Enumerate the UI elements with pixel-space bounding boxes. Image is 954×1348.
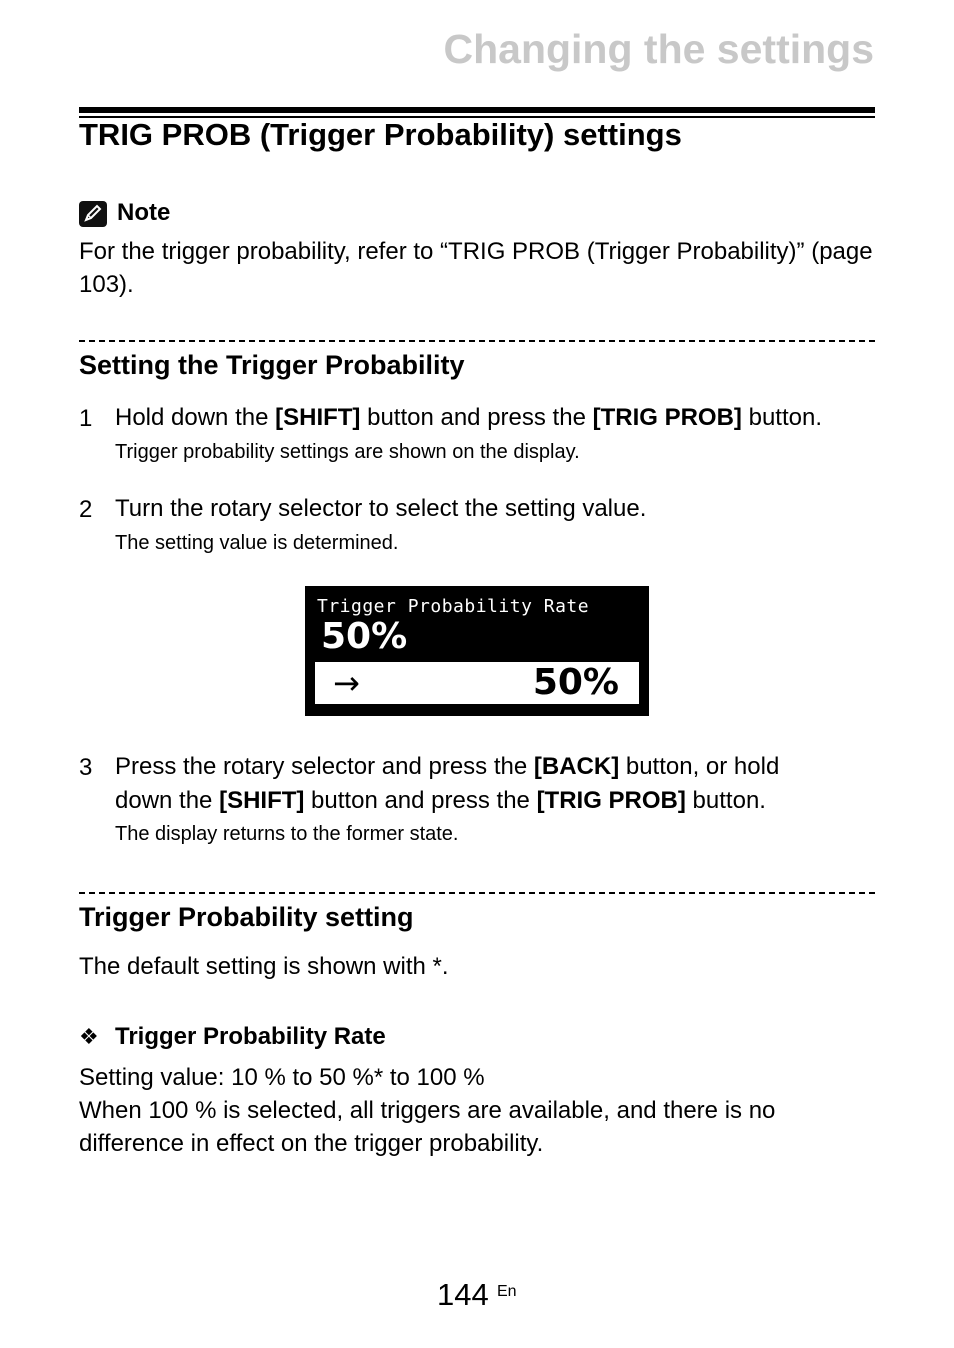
header-rule-thick (79, 107, 875, 113)
display-current-value: 50% (321, 616, 408, 657)
page-header-title: Changing the settings (443, 26, 874, 72)
subsection-title-setting: Setting the Trigger Probability (79, 350, 465, 380)
shift-key-label: [SHIFT] (219, 787, 305, 814)
pencil-icon (79, 201, 107, 227)
page-language: En (497, 1283, 517, 1300)
display-parameter-label: Trigger Probability Rate (317, 596, 590, 617)
device-display (305, 586, 649, 716)
step-2-text: Turn the rotary selector to select the setting value. (115, 495, 647, 522)
step-3-note: The display returns to the former state. (115, 823, 459, 845)
display-edit-bar (315, 662, 639, 704)
step-1-note: Trigger probability settings are shown on the display. (115, 441, 580, 463)
trig-prob-key-label: [TRIG PROB] (536, 787, 686, 814)
section-divider (79, 340, 875, 342)
shift-key-label: [SHIFT] (275, 404, 361, 431)
step-number-1: 1 (79, 405, 93, 432)
step-number-2: 2 (79, 496, 93, 523)
section-divider (79, 892, 875, 894)
step-3-text: Press the rotary selector and press the [BACK] button, or hold down the [SHIFT] button and press the [TRIG PROB] button. (115, 753, 780, 814)
default-setting-note: The default setting is shown with *. (79, 953, 449, 980)
note-label: Note (117, 199, 171, 226)
parameter-description-line-1: When 100 % is selected, all triggers are available, and there is no (79, 1097, 776, 1124)
page-number: 144 (437, 1277, 489, 1312)
note-text: For the trigger probability, refer to “TRIG PROB (Trigger Probability)” (page 103). (79, 238, 873, 298)
subsection-title-probability: Trigger Probability setting (79, 902, 414, 932)
back-key-label: [BACK] (533, 753, 620, 780)
trig-prob-key-label: [TRIG PROB] (592, 404, 742, 431)
section-title: TRIG PROB (Trigger Probability) settings (79, 117, 682, 152)
step-number-3: 3 (79, 754, 93, 781)
diamond-bullet-icon: ❖ (79, 1024, 99, 1049)
display-new-value: 50% (532, 662, 619, 703)
parameter-title: Trigger Probability Rate (115, 1023, 386, 1050)
step-1-text: Hold down the [SHIFT] button and press the [TRIG PROB] button. (115, 404, 822, 431)
step-2-note: The setting value is determined. (115, 532, 399, 554)
parameter-description-line-2: difference in effect on the trigger probability. (79, 1130, 544, 1157)
arrow-right-icon: → (333, 664, 360, 702)
parameter-range: Setting value: 10 % to 50 %* to 100 % (79, 1064, 485, 1091)
